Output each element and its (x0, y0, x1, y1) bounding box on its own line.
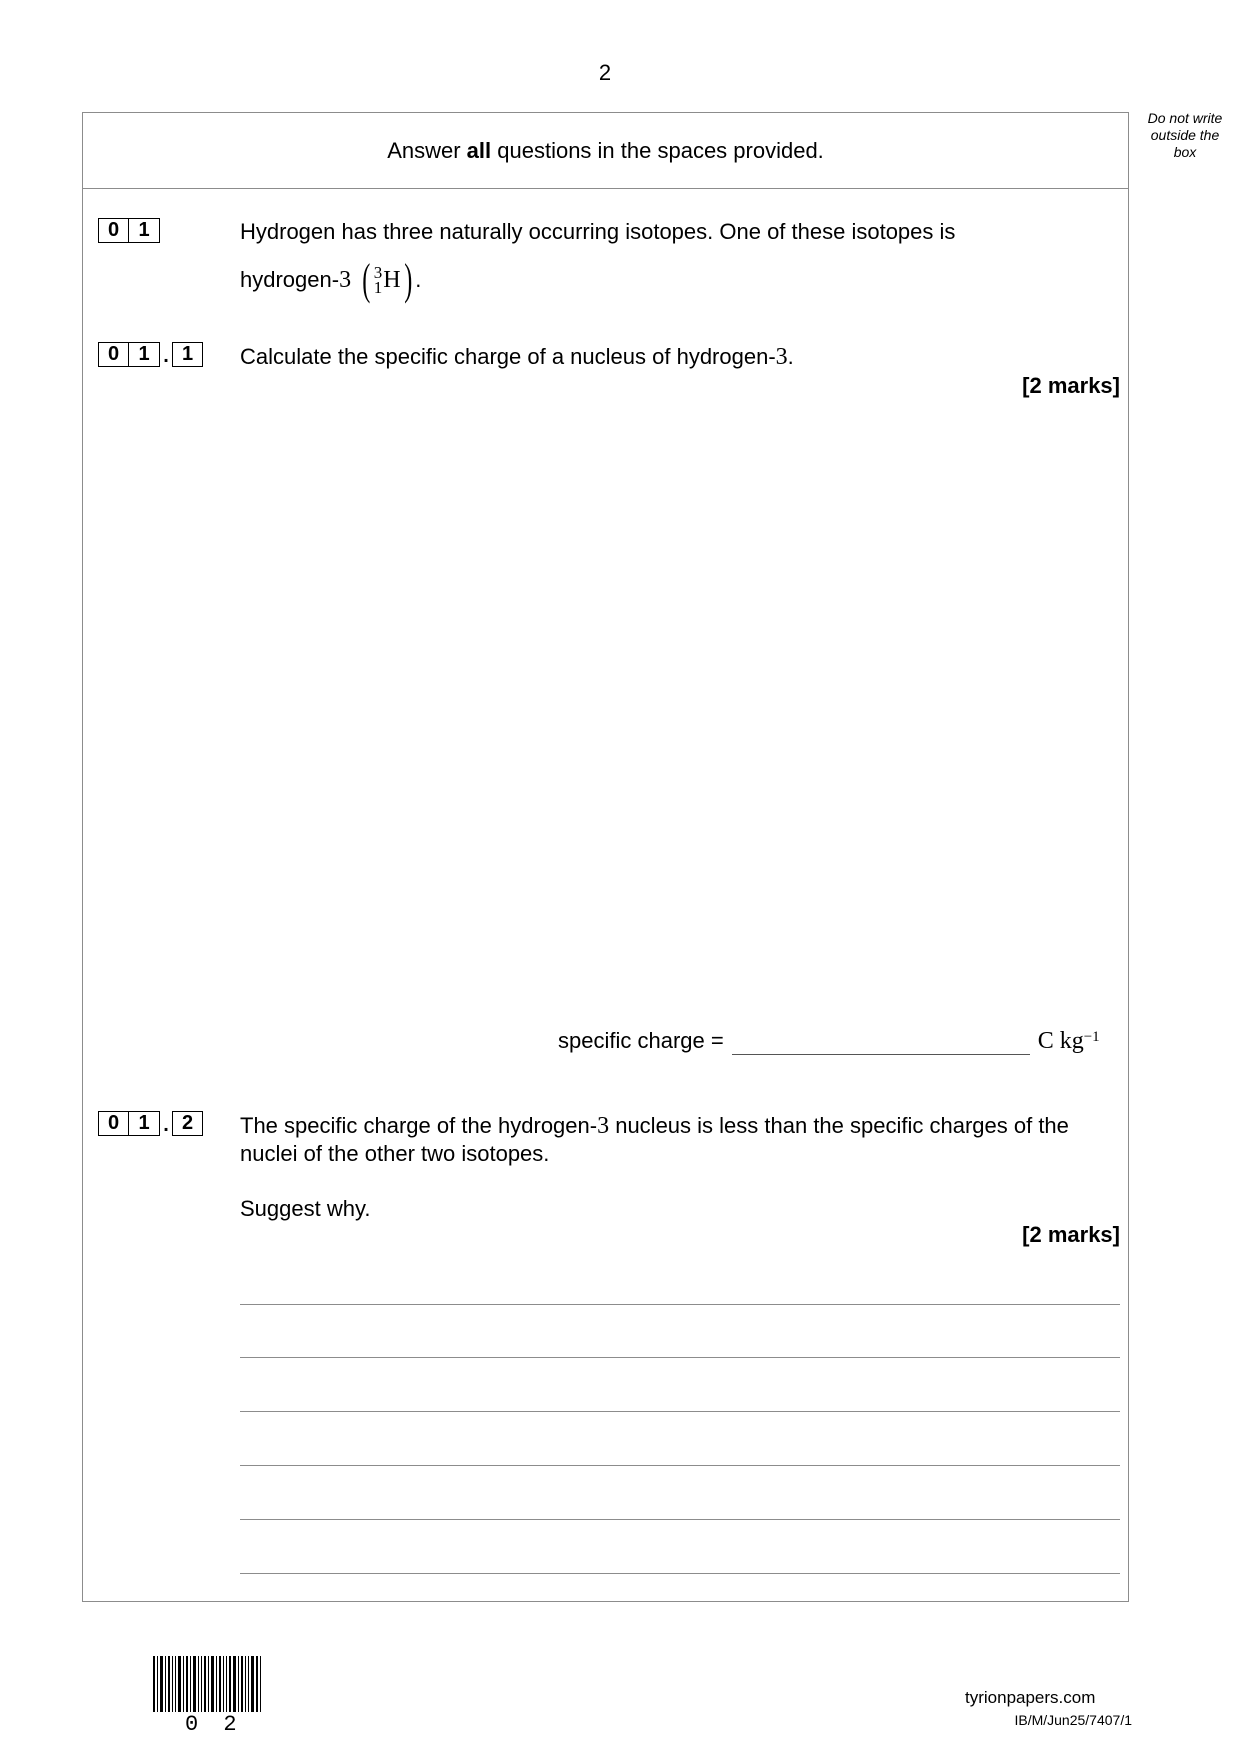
answer-unit: C kg (1037, 1028, 1084, 1054)
footer-code: IB/M/Jun25/7407/1 (1014, 1712, 1132, 1728)
mass-number: 3 (373, 263, 383, 282)
footer-site: tyrionpapers.com (965, 1688, 1096, 1707)
barcode-digits: 0 2 (185, 1712, 243, 1737)
qnum-digit: 0 (98, 218, 129, 243)
header-divider (82, 188, 1129, 189)
page-number: 2 (598, 60, 612, 85)
instruction-after: questions in the spaces provided. (491, 138, 824, 163)
answer-label: specific charge = (558, 1028, 724, 1053)
answer-blank-field[interactable] (732, 1032, 1030, 1055)
q012-line1-suffix: nucleus is less than the specific charges of the (609, 1113, 1069, 1138)
q012-marks: [2 marks] (1022, 1222, 1120, 1247)
margin-note: Do not write outside the box (1147, 110, 1223, 160)
left-paren: ( (362, 255, 371, 304)
qnum-digit: 1 (129, 342, 160, 367)
element-symbol: H (383, 267, 401, 293)
instruction (82, 138, 1129, 164)
q011-marks: [2 marks] (1022, 373, 1120, 398)
answer-line[interactable] (240, 1304, 1120, 1305)
q012-text-line1 (240, 1112, 1069, 1140)
specific-charge-answer (558, 1027, 1100, 1055)
question-number-01-2 (98, 1111, 203, 1136)
q01-prefix: hydrogen- (240, 267, 340, 292)
qnum-digit: 2 (172, 1111, 203, 1136)
answer-line[interactable] (240, 1519, 1120, 1520)
answer-line[interactable] (240, 1357, 1120, 1358)
right-paren: ) (403, 255, 412, 304)
q012-isotope-number: 3 (597, 1113, 610, 1139)
nuclide-notation (359, 255, 415, 304)
qnum-dot: . (163, 1114, 169, 1136)
q01-isotope-number: 3 (339, 267, 352, 293)
q012-line1-prefix: The specific charge of the hydrogen- (240, 1113, 598, 1138)
qnum-digit: 0 (98, 342, 129, 367)
atomic-number: 1 (373, 278, 383, 297)
q011-text-prefix: Calculate the specific charge of a nucleus of hydrogen- (240, 344, 776, 369)
q01-text-line1: Hydrogen has three naturally occurring isotopes. One of these isotopes is (240, 219, 956, 244)
qnum-digit: 1 (172, 342, 203, 367)
instruction-before: Answer (387, 138, 467, 163)
q011-text (240, 343, 794, 371)
qnum-dot: . (163, 345, 169, 367)
nuclide-numbers (374, 265, 383, 295)
instruction-bold: all (466, 138, 492, 163)
answer-line[interactable] (240, 1573, 1120, 1574)
answer-line[interactable] (240, 1465, 1120, 1466)
q012-text-line2: nuclei of the other two isotopes. (240, 1141, 550, 1166)
q01-text-line2 (240, 255, 422, 304)
q012-prompt: Suggest why. (240, 1196, 371, 1221)
q011-text-suffix: . (787, 344, 794, 369)
q011-isotope-number: 3 (775, 344, 788, 370)
question-number-01-1 (98, 342, 203, 367)
qnum-digit: 1 (129, 218, 160, 243)
qnum-digit: 0 (98, 1111, 129, 1136)
q01-suffix: . (415, 267, 422, 292)
barcode (153, 1656, 263, 1712)
question-number-01 (98, 218, 160, 243)
answer-line[interactable] (240, 1411, 1120, 1412)
qnum-digit: 1 (129, 1111, 160, 1136)
answer-frame (82, 112, 1129, 1602)
answer-unit-exponent: −1 (1083, 1029, 1100, 1045)
